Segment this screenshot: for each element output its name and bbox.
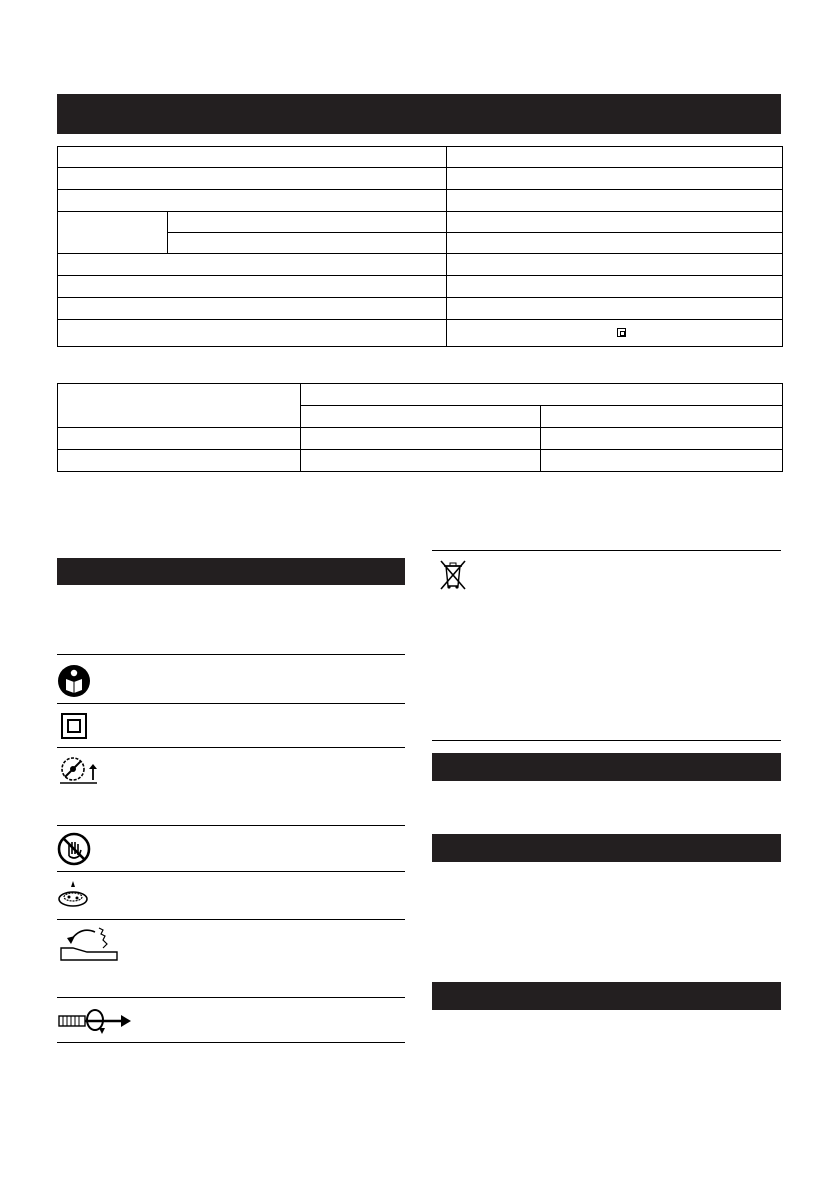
table-row [58, 212, 783, 233]
table-row [58, 276, 783, 298]
table-row [58, 384, 783, 406]
symbol-row-read-manual [57, 654, 405, 703]
symbol-row-double-insulation [57, 703, 405, 747]
double-square-icon [617, 328, 626, 337]
specification-heading-bar [57, 94, 781, 134]
section-heading-bar-1 [432, 753, 781, 781]
symbol-row-bolt-rotation [57, 997, 405, 1043]
disposal-bottom-rule [432, 740, 781, 741]
specification-table [57, 146, 783, 347]
blade-table [57, 383, 783, 472]
table-row [58, 298, 783, 320]
section-heading-bar-3 [432, 982, 781, 1010]
table-row [58, 168, 783, 190]
table-row [58, 254, 783, 276]
crossed-out-bin-icon [438, 558, 468, 597]
symbols-heading-bar [57, 558, 405, 585]
table-row [58, 190, 783, 212]
table-row [58, 320, 783, 347]
symbol-row-blade-lift [57, 747, 405, 825]
disposal-top-rule [432, 550, 781, 551]
symbol-row-no-hands [57, 825, 405, 871]
table-row [58, 147, 783, 168]
table-row [58, 428, 783, 450]
symbol-row-kickback [57, 919, 405, 997]
table-row [58, 450, 783, 472]
symbol-row-blade-dust [57, 871, 405, 919]
section-heading-bar-2 [432, 834, 781, 862]
